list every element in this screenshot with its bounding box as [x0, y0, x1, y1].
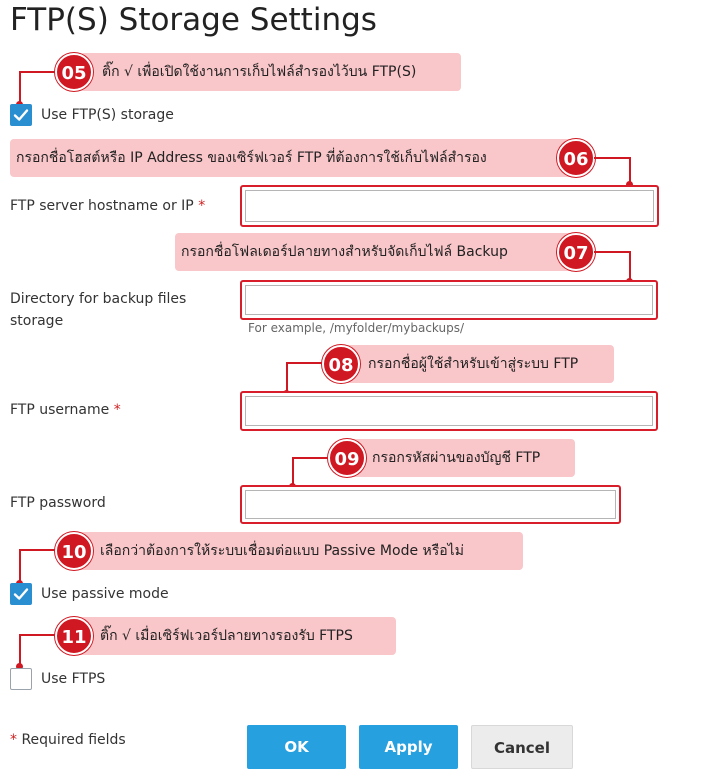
hostname-input[interactable]: [245, 190, 654, 222]
callout-06-leader-vertical: [629, 157, 631, 184]
callout-06-box: [10, 139, 578, 177]
username-input[interactable]: [245, 396, 653, 426]
callout-09-leader-horizontal: [292, 457, 332, 459]
callout-06-badge: 06: [557, 139, 595, 177]
callout-05-box: [80, 53, 461, 91]
required-star: *: [198, 198, 206, 214]
callout-08-badge: 08: [322, 345, 360, 383]
required-star: *: [10, 732, 17, 748]
use-passive-mode-checkbox[interactable]: [10, 583, 32, 605]
callout-11-badge: 11: [55, 617, 93, 655]
directory-label-line1: Directory for backup files: [10, 291, 187, 307]
callout-10-badge: 10: [55, 532, 93, 570]
callout-11-leader-horizontal: [19, 634, 59, 636]
hostname-highlight: [240, 185, 659, 227]
password-input[interactable]: [245, 490, 616, 519]
use-ftp-storage-checkbox[interactable]: [10, 104, 32, 126]
callout-08-leader-horizontal: [286, 362, 326, 364]
page-title: FTP(S) Storage Settings: [10, 2, 377, 38]
directory-hint: For example, /myfolder/mybackups/: [248, 321, 465, 335]
directory-highlight: [240, 280, 658, 320]
username-label: FTP username *: [10, 402, 121, 418]
apply-button[interactable]: Apply: [359, 725, 458, 769]
callout-05-leader-horizontal: [19, 71, 59, 73]
callout-07-leader-horizontal: [594, 251, 630, 253]
ok-button[interactable]: OK: [247, 725, 346, 769]
callout-10-box: [78, 532, 523, 570]
use-ftp-storage-label: Use FTP(S) storage: [41, 107, 174, 123]
username-highlight: [240, 391, 658, 431]
use-ftps-label: Use FTPS: [41, 671, 106, 687]
callout-08-text: กรอกชื่อผู้ใช้สำหรับเข้าสู่ระบบ FTP: [368, 356, 579, 372]
cancel-button[interactable]: Cancel: [471, 725, 573, 769]
callout-07-badge: 07: [557, 233, 595, 271]
directory-label-line2: storage: [10, 313, 64, 329]
callout-09-badge: 09: [328, 439, 366, 477]
checkmark-icon: [11, 584, 31, 604]
callout-11-text: ติ๊ก √ เมื่อเซิร์ฟเวอร์ปลายทางรองรับ FTPS: [100, 628, 353, 644]
callout-06-leader-horizontal: [594, 157, 630, 159]
callout-10-leader-vertical: [19, 549, 21, 584]
use-ftps-checkbox[interactable]: [10, 668, 32, 690]
callout-07-text: กรอกชื่อโฟลเดอร์ปลายทางสำหรับจัดเก็บไฟล์ Backup: [181, 244, 508, 260]
hostname-label: FTP server hostname or IP *: [10, 198, 206, 214]
callout-08-box: [340, 345, 614, 383]
callout-07-box: [175, 233, 575, 271]
callout-05-leader-vertical: [19, 71, 21, 105]
password-highlight: [240, 485, 621, 524]
callout-10-leader-horizontal: [19, 549, 59, 551]
callout-06-text: กรอกชื่อโฮสต์หรือ IP Address ของเซิร์ฟเวอร์ FTP ที่ต้องการใช้เก็บไฟล์สำรอง: [16, 150, 487, 166]
callout-05-badge: 05: [55, 53, 93, 91]
callout-09-text: กรอกรหัสผ่านของบัญชี FTP: [372, 450, 541, 466]
required-star: *: [113, 402, 121, 418]
password-label: FTP password: [10, 495, 106, 511]
checkmark-icon: [11, 105, 31, 125]
callout-09-box: [346, 439, 575, 477]
required-fields-note: * Required fields: [10, 732, 126, 748]
directory-input[interactable]: [245, 285, 653, 315]
use-passive-mode-label: Use passive mode: [41, 586, 169, 602]
callout-11-box: [78, 617, 396, 655]
callout-10-text: เลือกว่าต้องการให้ระบบเชื่อมต่อแบบ Passive Mode หรือไม่: [100, 543, 464, 559]
callout-05-text: ติ๊ก √ เพื่อเปิดใช้งานการเก็บไฟล์สำรองไว้บน FTP(S): [102, 64, 417, 80]
